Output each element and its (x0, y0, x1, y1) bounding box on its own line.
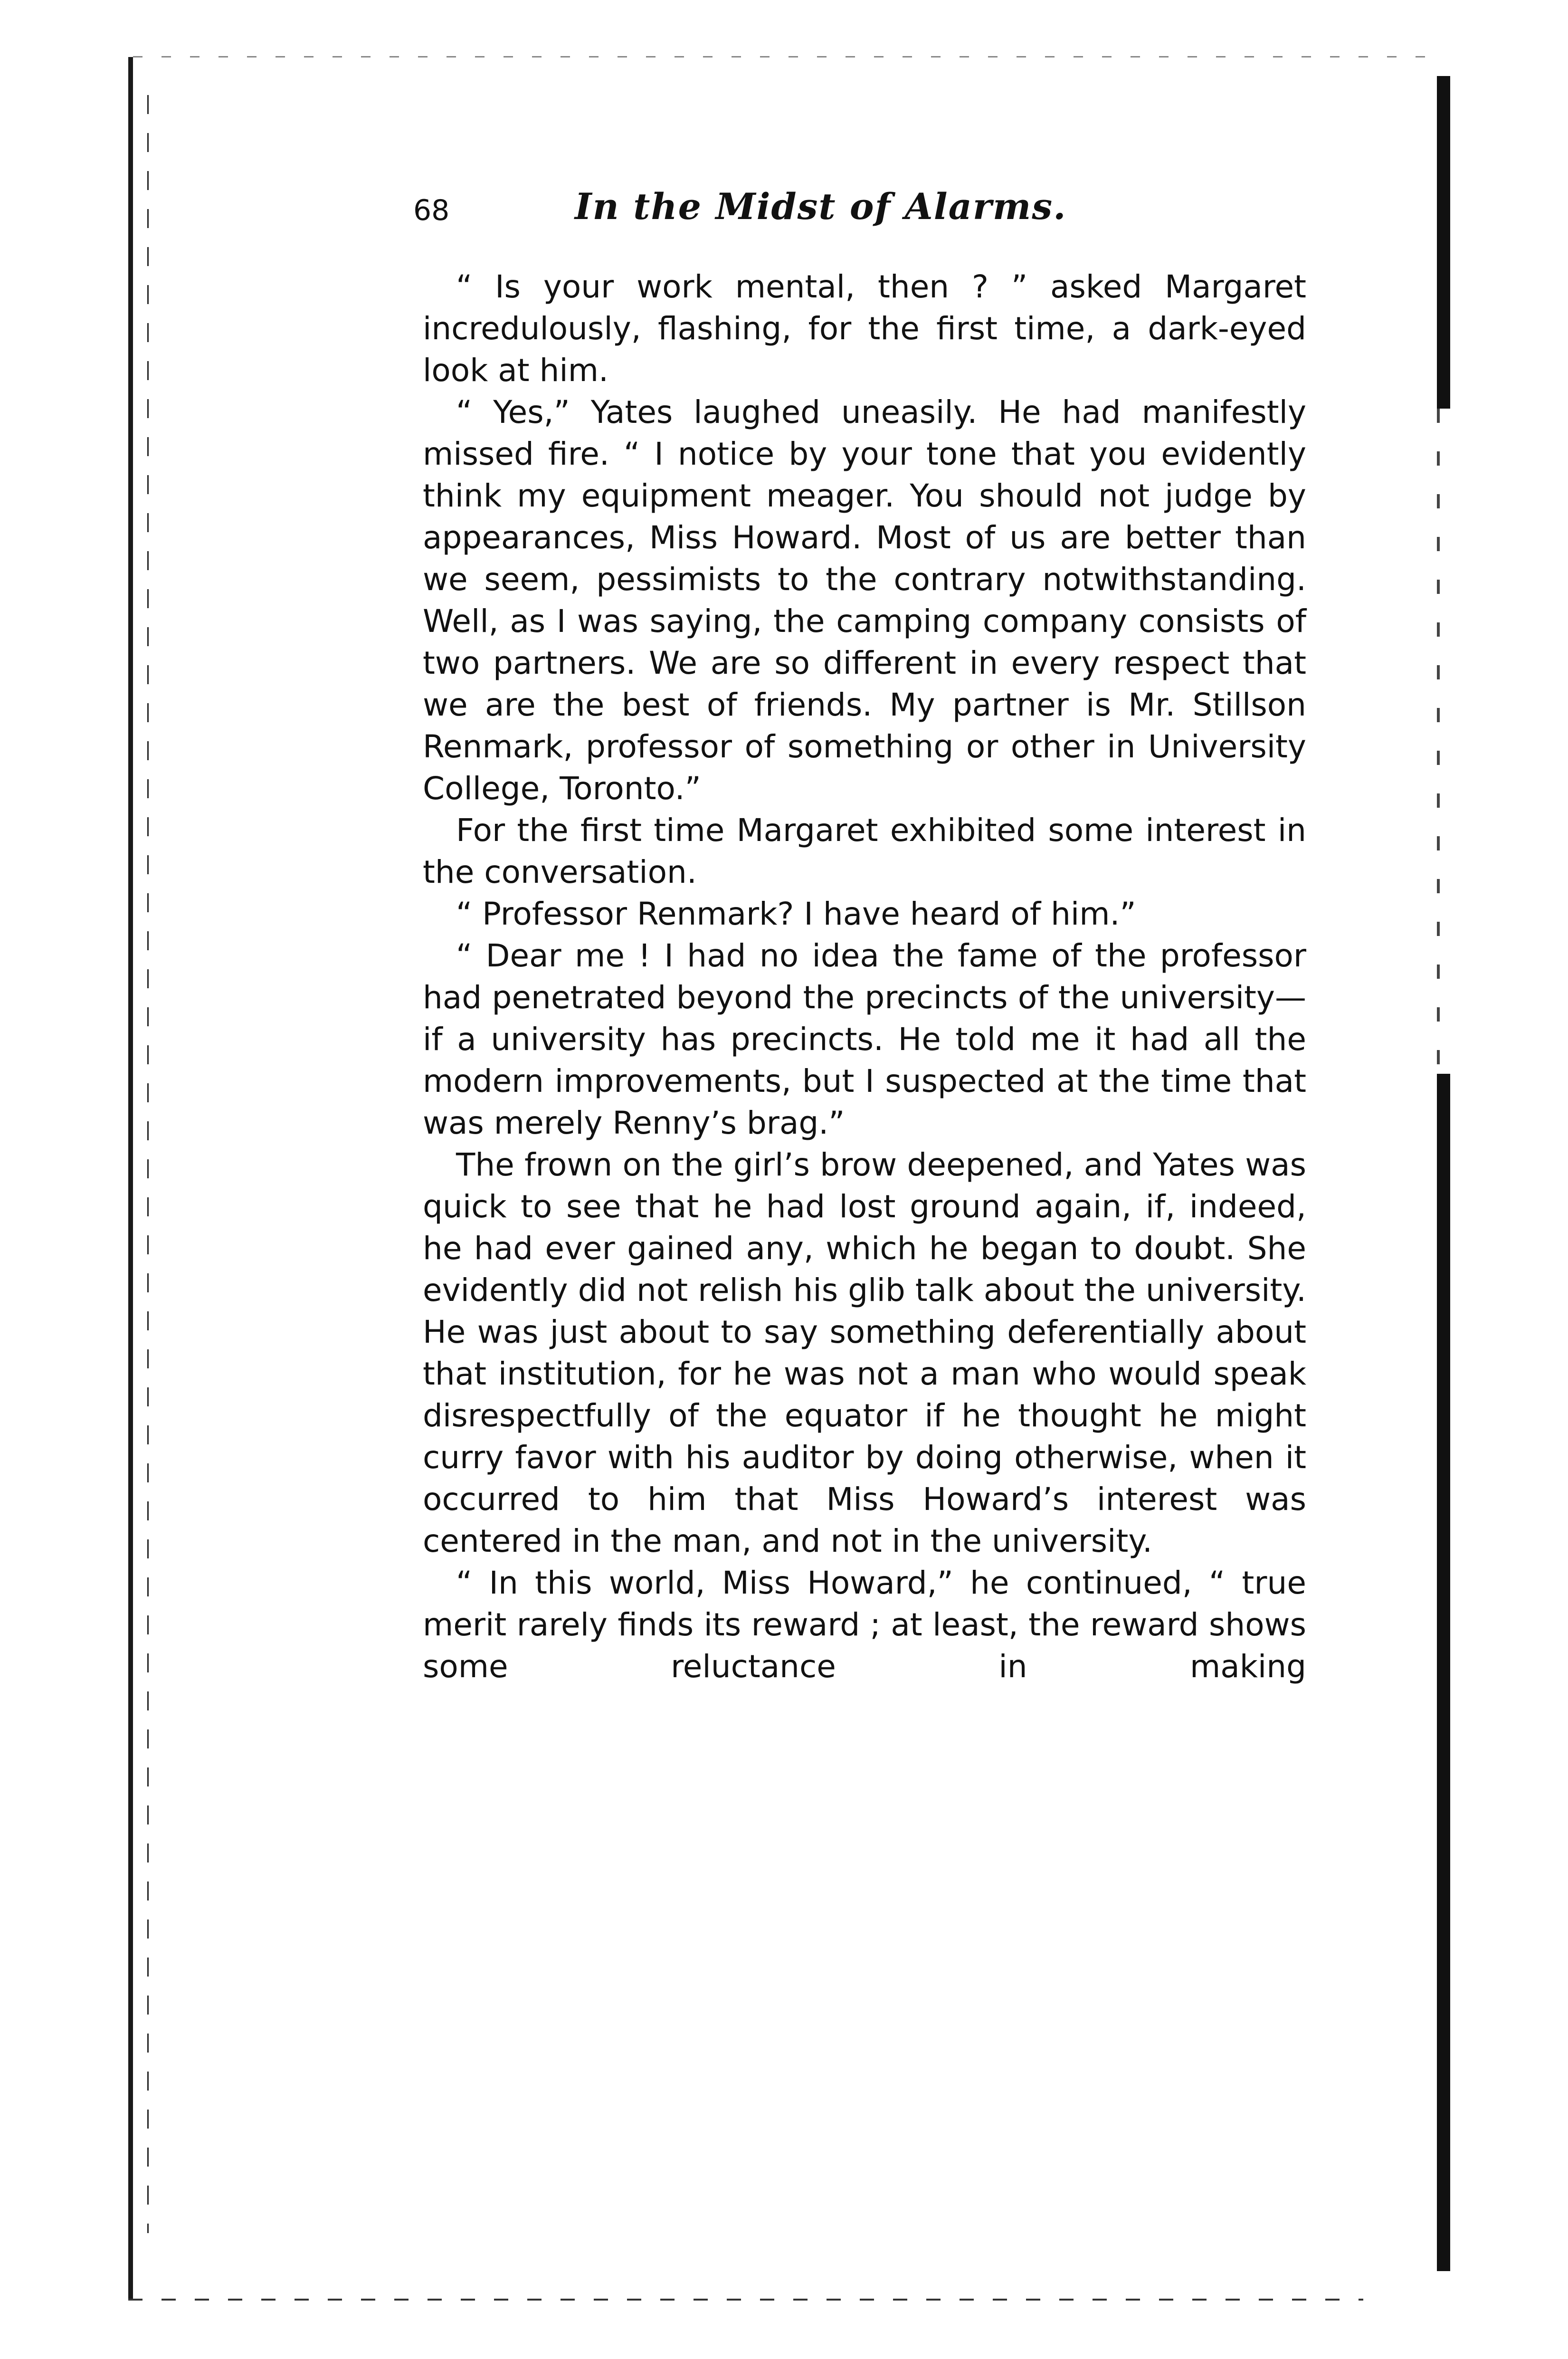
body-text (423, 266, 1306, 1688)
page-number: 68 (413, 194, 450, 227)
paragraph: “ Dear me ! I had no idea the fame of the professor had penetrated beyond the precincts of the university—if a university has precincts. He told me it had all the modern improvements, but I suspected at the time that was merely Renny’s brag.” (423, 937, 1306, 1141)
paragraph: “ Is your work mental, then ? ” asked Margaret incredulously, flashing, for the first time, a dark-eyed look at him. (423, 268, 1306, 389)
running-title: In the Midst of Alarms. (575, 185, 1067, 228)
paragraph: “ Professor Renmark? I have heard of him.” (456, 896, 1136, 932)
paragraph: “ Yes,” Yates laughed uneasily. He had manifestly missed fire. “ I notice by your tone that you evidently think my equipment meager. You should not judge by appearances, Miss Howard. Most of us are better than we seem, pessimists to the contrary notwithstanding. Well, as I was saying, the camping company consists of two partners. We are so different in every respect that we are the best of friends. My partner is Mr. Stillson Renmark, professor of something or other in University College, Toronto.” (423, 394, 1306, 807)
scan-edge-bottom (128, 2299, 1363, 2301)
scan-edge-left (128, 57, 133, 2300)
scan-edge-right-thin (1437, 409, 1440, 1074)
paragraph: The frown on the girl’s brow deepened, and Yates was quick to see that he had lost ground again, if, indeed, he had ever gained any, which he began to doubt. She evidently did not relish his glib talk about the university. He was just about to say something deferentially about that institution, for he was not a man who would speak disrespectfully of the equator if he thought he might curry favor with his auditor by doing otherwise, when it occurred to him that Miss Howard’s interest was centered in the man, and not in the university. (423, 1146, 1306, 1559)
paragraph: For the first time Margaret exhibited some interest in the conversation. (423, 812, 1306, 890)
scan-edge-left-inner (147, 95, 149, 2233)
scan-edge-top (133, 56, 1439, 57)
page-header (413, 185, 1316, 238)
paragraph: “ In this world, Miss Howard,” he continued, “ true merit rarely finds its reward ; at least, the reward shows some reluctance in making (423, 1565, 1306, 1685)
scan-edge-right (1437, 76, 1450, 2271)
